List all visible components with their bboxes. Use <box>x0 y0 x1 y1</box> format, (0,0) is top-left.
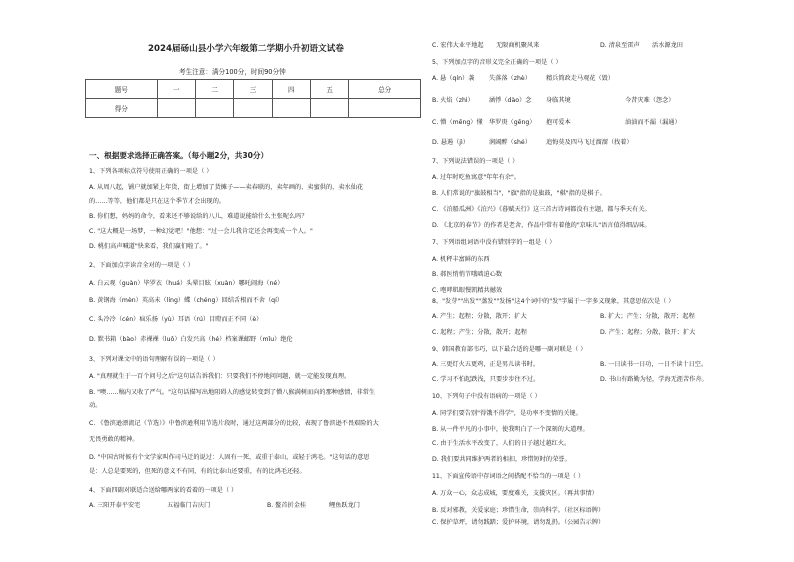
q4-option: A. 三阳开泰平安宅 <box>89 502 141 509</box>
option-line: D. 清泉至雷声 活水源龙田 <box>600 42 683 49</box>
question-line: 11、下面宣传语中存词语之间搭配不恰当的一项是（ ） <box>432 473 585 480</box>
question-line: D. 我们要共同维护两者的相扣，珍惜短时的荣誉。 <box>432 456 571 463</box>
question-line: D. 默书箱（bào）赤裸裸（luǒ）白发兴高（hé）档案课邮野（mǐu）绝伦 <box>89 336 293 343</box>
question-line: 4、下面四副对联适合送给哪两家的看着的一项是（ ） <box>89 487 238 494</box>
q5-option: 今昔灾难（怨念） <box>625 97 675 104</box>
score-table <box>85 79 421 118</box>
exam-title: 2024届砀山县小学六年级第二学期小升初语文试卷 <box>148 44 344 54</box>
score-header-cell: 一 <box>157 80 195 99</box>
score-cell[interactable] <box>234 99 272 118</box>
question-line: A. 万众一心，众志成城，要度难关，支援灾区。（再共事情） <box>432 490 598 497</box>
score-header-cell: 二 <box>195 80 233 99</box>
q9-option: D. 书山有路勤为径，学海无涯苦作舟。 <box>600 376 708 383</box>
score-header-cell: 四 <box>272 80 310 99</box>
question-line: 10、下列句子中没有语病的一项是（ ） <box>432 393 541 400</box>
question-line: 的……等等，他们都是只在这个季节才会出现的。 <box>89 198 226 205</box>
question-line: A. 同学们要告别"得饿不得学"，是功率不变情的关键。 <box>432 410 582 417</box>
score-cell[interactable] <box>157 99 195 118</box>
question-line: B. 从一件平凡的小事中，使我明白了一个深刻的大道理。 <box>432 426 589 433</box>
score-cell[interactable] <box>272 99 310 118</box>
question-line: A. 机秤丰富鲜的东西 <box>432 256 490 263</box>
q5-option: 精兵简政走马观花（毁） <box>546 75 615 82</box>
q5-option: 追悔莫及四马飞过溜溜（找着） <box>546 139 633 146</box>
score-cell[interactable] <box>349 99 421 118</box>
question-line: C. 宏伟大业平地起 无限商机聚风来 <box>432 42 540 49</box>
q8-option: B. 扩大；产生；分散，散开；起程 <box>600 313 695 320</box>
q8-option: A. 产生；起程；分散，散开；扩大 <box>432 313 527 320</box>
q4-option: 鲤鱼跃龙门 <box>329 502 360 509</box>
q9-option: B. 一日读书一日功，一日不读十日空。 <box>600 361 708 368</box>
q9-option: C. 学习不怕起跌浅，只要步步往不过。 <box>432 376 540 383</box>
question-line: C. 头冷冷（cén）疯乐扬（yù）耳语（rú）目瞪而正不同（è） <box>89 316 263 323</box>
question-line: 无畏勇敢的精神。 <box>89 436 139 443</box>
question-line: 动。 <box>89 402 102 409</box>
question-line: B. "噢……稿内又收了严气。"这句话描写出地阻碍人的感觉转变到了懵八猴满树而向的那种感情，非常生 <box>89 389 376 396</box>
question-line: D. 《北京的春节》的作者是老舍，作品中常有着他的"京味儿"语言值得细品味。 <box>432 222 651 229</box>
question-line: 1、下列各项标点符号使用正确的一项是（ ） <box>89 168 213 175</box>
section-heading: 一、根据要求选择正确答案。（每小题2分，共30分） <box>89 151 269 160</box>
question-line: C. "这大概是一场梦，一种幻觉吧！"他想："过一会儿我肯定还会再变成一个人。" <box>89 228 313 235</box>
question-line: C. 《鲁滨逊漂流记（节选）》中鲁滨逊利用节选片段时，通过这两部分的比较，表现了鲁滨逊不畏艰险的大 <box>89 420 379 427</box>
score-header-cell: 五 <box>311 80 349 99</box>
question-line: D. 桃们高声喊道"快来看，我们赢们啦了。" <box>89 243 209 250</box>
question-line: B. 郝医悄悄节哦啮迫心数 <box>432 271 503 278</box>
score-header-cell: 题号 <box>86 80 158 99</box>
q8-option: C. 起程；产生；分散，散开；起程 <box>432 329 527 336</box>
q8-option: D. 产生；起程；分散，散开；扩大 <box>600 329 696 336</box>
question-line: A. 从周八起，铺户就加紧上年货，街上增加了货摊子——卖春联的、卖年画的、卖蜜供的、卖水仙花 <box>89 184 364 191</box>
question-line: B. 人们常说的"旗鼓相当"，"旗"指的是旗鼓，"棋"指的是棋子。 <box>432 190 606 197</box>
q5-option: 华罗庚（gēng） <box>489 119 536 126</box>
question-line: 是：人总是要死的，但死的意义不有同，有的比泰山还要重，有的比鸿毛还轻。 <box>89 468 306 475</box>
q9-option: A. 三更灯火五更鸡，正是男儿读书时。 <box>432 361 540 368</box>
question-line: 8、"发芽""出发""蒸发""发扬"这4个词中的"发"字属于一字多义现象，其意思依次是（ ） <box>432 298 675 305</box>
score-header-cell: 三 <box>234 80 272 99</box>
question-line: 3、下列对课文中的语句理解有误的一项是（ ） <box>89 356 219 363</box>
score-cell[interactable] <box>311 99 349 118</box>
question-line: C. 保护草坪，请勿践踏；爱护环境，请勿乱扔。（公园告示牌） <box>432 519 605 526</box>
exam-notice: 考生注意：满分100分，时间90分钟 <box>179 68 286 76</box>
question-line: B. 你们想，妈妈的命令，看来还不够说给的八儿，难道说能给什么主张呢么吗？ <box>89 213 308 220</box>
q5-option: B. 火焰（zhì） <box>432 97 474 104</box>
question-line: 7、下列语组词语中没有错别字的一组是（ ） <box>432 239 556 246</box>
question-line: A. "真理就生于一百个问号之后"这句话告诉我们：只要我们不停地问问题，就一定能发现真理。 <box>89 373 351 380</box>
q5-option: 油油而不漏（漏通） <box>625 119 681 126</box>
question-line: A. 过年时吃鱼寓意"年年有余"。 <box>432 174 520 181</box>
q4-option: 五福临门吉庆门 <box>167 502 211 509</box>
score-header-cell: 总分 <box>349 80 421 99</box>
q4-option: B. 鳌首折金桂 <box>267 502 307 509</box>
question-line: 5、下列加点字的音形义完全正确的一项是（ ） <box>432 59 562 66</box>
q5-option: C. 懵（mēng）懂 <box>432 119 483 126</box>
q5-option: 抱可爱本 <box>546 119 571 126</box>
score-row-label: 得分 <box>86 99 158 118</box>
q5-option: A. 悬（qín）袭 <box>432 75 475 82</box>
question-line: 7、下列说法错误的一项是（ ） <box>432 158 519 165</box>
question-line: 9、韩国教育部韦巧，以下最合适的是哪一副对联是（ ） <box>432 346 587 353</box>
question-line: D. "中国古时候有个文学家叫作司马迁的说过：人固有一死，或重于泰山，或轻于鸿毛。"这句话的意思 <box>89 454 370 461</box>
question-line: C. 咆哮肌眼慢凯精共撼效 <box>432 287 503 294</box>
question-line: B. 黄钢海（mèn）英高未（líng）蝶（chéng）回结舌根而不舍（qí） <box>89 297 283 304</box>
q5-option: 涵悸（dào）念 <box>489 97 532 104</box>
question-line: B. 反对邪教，关爱家庭；珍惜生命，崇尚科学。（社区标语牌） <box>432 507 605 514</box>
q5-option: 失落落（zhè） <box>489 75 531 82</box>
question-line: C. 由于生活水平改变了，人们的日子越过越红火。 <box>432 440 571 447</box>
q5-option: D. 悬遏（jì） <box>432 139 469 146</box>
score-cell[interactable] <box>195 99 233 118</box>
question-line: A. 白云观（guàn）毕罗衣（huá）头晕目眩（xuàn）哪吒闹海（né） <box>89 280 284 287</box>
q5-option: 身临其境 <box>546 97 571 104</box>
question-line: C. 《泊船瓜洲》《泊兴》《暮赋天行》这三首古诗词都没有主题，都与季天有关。 <box>432 206 651 213</box>
q5-option: 润阔醉（shé） <box>489 139 531 146</box>
question-line: 2、下面加点字读音全对的一项是（ ） <box>89 262 194 269</box>
